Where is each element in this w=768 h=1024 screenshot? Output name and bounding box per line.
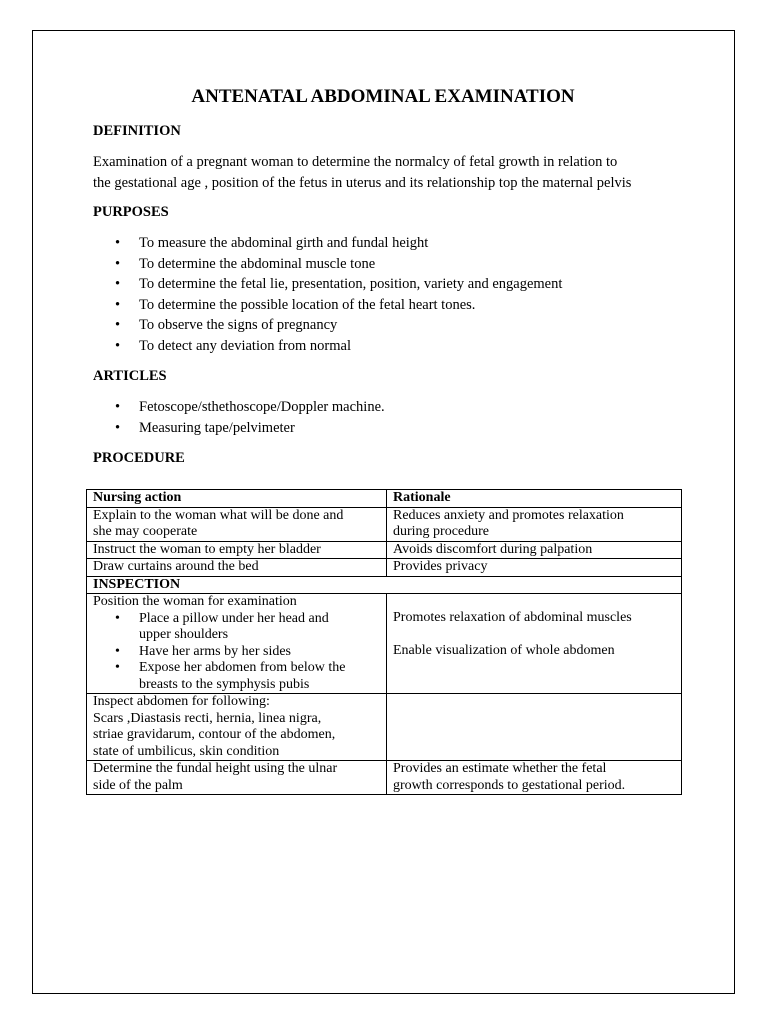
list-item: • To determine the abdominal muscle tone [115, 254, 693, 275]
articles-list [93, 397, 693, 438]
purposes-list [93, 233, 693, 356]
cell-line: state of umbilicus, skin condition [93, 743, 280, 759]
list-item [115, 644, 380, 661]
document-body [93, 86, 693, 479]
cell-line: striae gravidarum, contour of the abdomen, [93, 727, 336, 742]
definition-text [93, 152, 693, 194]
rationale-cell [387, 594, 682, 694]
column-header-rationale: Rationale [387, 490, 682, 508]
cell-line: breasts to the symphysis pubis [139, 676, 310, 692]
list-item: • To detect any deviation from normal [115, 336, 693, 357]
cell-line: Scars ,Diastasis recti, hernia, linea nigra, [93, 710, 322, 726]
definition-line: Examination of a pregnant woman to determine the normalcy of fetal growth in relation to [93, 154, 618, 170]
cell-line: • Have her arms by her sides [139, 643, 292, 659]
cell-line: Enable visualization of whole abdomen [393, 642, 615, 658]
list-item: • To determine the possible location of the fetal heart tones. [115, 295, 693, 316]
section-inspection: INSPECTION [87, 576, 682, 594]
rationale-cell: Provides privacy [387, 559, 682, 577]
cell-line: Inspect abdomen for following: [93, 694, 270, 709]
table-row [87, 559, 682, 577]
procedure-table [86, 489, 682, 795]
cell-line: Explain to the woman what will be done and [93, 507, 344, 523]
action-cell [87, 761, 387, 795]
action-cell [87, 594, 387, 694]
rationale-cell [387, 761, 682, 795]
cell-line: Promotes relaxation of abdominal muscles [393, 610, 632, 625]
articles-heading: ARTICLES [93, 368, 167, 384]
rationale-cell [387, 694, 682, 761]
cell-line: growth corresponds to gestational period. [393, 777, 626, 793]
cell-line: Reduces anxiety and promotes relaxation [393, 507, 624, 523]
cell-line: during procedure [393, 524, 490, 539]
column-header-nursing-action: Nursing action [87, 490, 387, 508]
rationale-cell [387, 507, 682, 541]
list-item: • To determine the fetal lie, presentation, position, variety and engagement [115, 274, 693, 295]
table-header-row [87, 490, 682, 508]
cell-line: upper shoulders [139, 627, 229, 642]
action-cell [87, 694, 387, 761]
table-section-row [87, 576, 682, 594]
table-row [87, 761, 682, 795]
action-cell: Instruct the woman to empty her bladder [87, 541, 387, 559]
cell-line: Determine the fundal height using the ulnar [93, 761, 338, 776]
rationale-cell: Avoids discomfort during palpation [387, 541, 682, 559]
table-row [87, 594, 682, 694]
cell-line: • Expose her abdomen from below the [139, 660, 346, 675]
list-item [115, 660, 380, 693]
list-item: • Measuring tape/pelvimeter [115, 418, 693, 439]
action-cell: Draw curtains around the bed [87, 559, 387, 577]
list-item [115, 611, 380, 644]
document-title: ANTENATAL ABDOMINAL EXAMINATION [191, 86, 575, 107]
table-row [87, 541, 682, 559]
procedure-heading: PROCEDURE [93, 450, 185, 466]
purposes-heading: PURPOSES [93, 204, 169, 220]
spacer [393, 627, 675, 643]
position-steps-list [93, 611, 380, 694]
table-row [87, 694, 682, 761]
action-cell [87, 507, 387, 541]
list-item: • To measure the abdominal girth and fundal height [115, 233, 693, 254]
list-item: • Fetoscope/sthethoscope/Doppler machine. [115, 397, 693, 418]
cell-line: Provides an estimate whether the fetal [393, 761, 607, 776]
cell-line: she may cooperate [93, 524, 198, 539]
cell-line: Position the woman for examination [93, 594, 297, 609]
cell-line: • Place a pillow under her head and [139, 610, 329, 626]
spacer [393, 594, 675, 610]
table-row [87, 507, 682, 541]
cell-line: side of the palm [93, 777, 183, 793]
list-item: • To observe the signs of pregnancy [115, 315, 693, 336]
definition-heading: DEFINITION [93, 123, 181, 139]
definition-line: the gestational age , position of the fetus in uterus and its relationship top the maternal pelvis [93, 175, 632, 191]
